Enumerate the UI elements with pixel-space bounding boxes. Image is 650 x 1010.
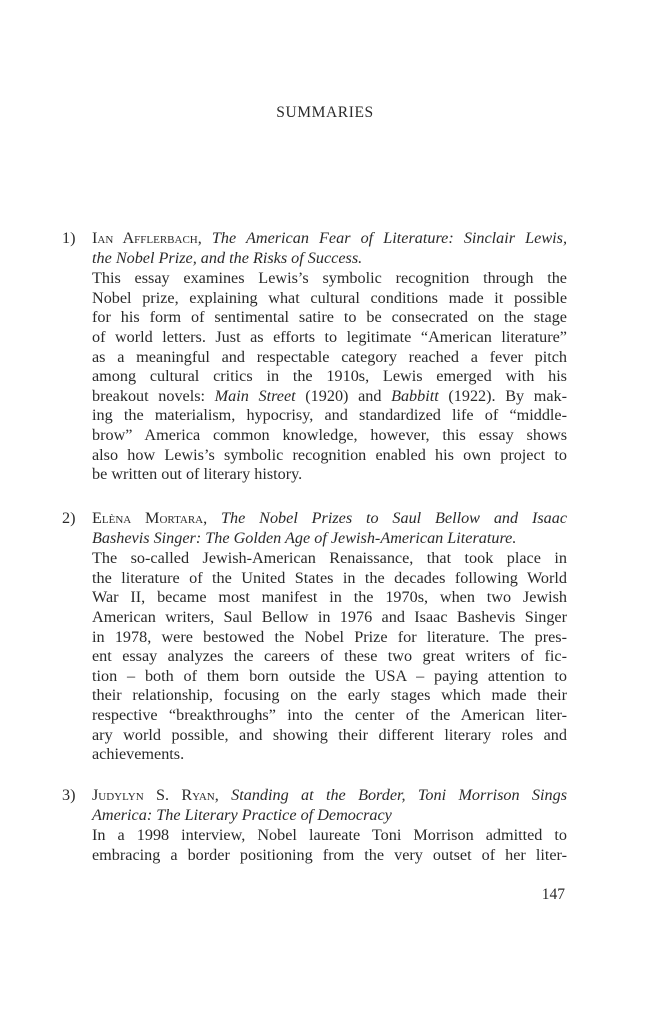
entry-number: 3) [62,786,76,804]
essay-title-line: America: The Literary Practice of Democracy [92,805,392,824]
page-number: 147 [541,886,565,903]
body-line: of world letters. Just as efforts to legitimate “American literature” [92,327,567,346]
entry-number: 1) [62,229,76,247]
essay-title-line: The American Fear of Literature: Sinclair Lewis, [211,229,567,247]
body-line: In a 1998 interview, Nobel laureate Toni Morrison admitted to [92,826,567,845]
entry-citation [92,229,567,268]
body-line: brow” America common knowledge, however, this essay shows [92,425,567,444]
body-line: among cultural critics in the 1910s, Lewis emerged with his [92,367,567,386]
essay-title-line: Standing at the Border, Toni Morrison Sings [231,786,568,804]
citation-line-1 [92,786,567,806]
citation-line-1 [92,509,567,529]
body-line: as a meaningful and respectable category reached a fever pitch [92,347,567,366]
book-title: Babbitt [391,386,439,405]
author-name: Judylyn S. Ryan, [92,786,219,804]
summary-entry-1 [62,229,568,485]
body-line: breakout novels: Main Street (1920) and Babbitt (1922). By mak- [92,386,568,405]
body-line: for his form of sentimental satire to be consecrated on the stage [92,308,567,327]
body-line: American writers, Saul Bellow in 1976 and Isaac Bashevis Singer [92,607,567,626]
page-heading: SUMMARIES [276,104,374,121]
summary-entry-3 [62,786,568,865]
body-line: the literature of the United States in the decades following World [92,568,567,587]
summary-entry-2 [62,509,568,765]
entry-body [92,549,567,765]
body-line: achievements. [92,745,185,764]
body-line: respective “breakthroughs” into the center of the American liter- [92,705,567,724]
entry-citation [92,786,567,825]
author-name: Elèna Mortara, [92,509,208,527]
body-line: ary world possible, and showing their different literary roles and [92,725,567,744]
body-line: The so-called Jewish-American Renaissance, that took place in [92,549,567,568]
body-line: be written out of literary history. [92,465,303,484]
body-line: tion – both of them born outside the USA – paying attention to [92,666,567,685]
entry-body [92,826,567,865]
essay-title-line: The Nobel Prizes to Saul Bellow and Isaac [221,509,568,527]
book-title: Main Street [214,386,296,405]
body-line: Nobel prize, explaining what cultural conditions made it possible [92,288,567,307]
author-name: Ian Afflerbach, [92,229,202,247]
body-line: embracing a border positioning from the very outset of her liter- [92,845,567,864]
body-line: in 1978, were bestowed the Nobel Prize for literature. The pres- [92,627,567,646]
body-line: also how Lewis’s symbolic recognition enabled his own project to [92,445,567,464]
essay-title-line: the Nobel Prize, and the Risks of Success. [92,248,363,267]
body-line: War II, became most manifest in the 1970s, when two Jewish [92,588,567,607]
body-line: This essay examines Lewis’s symbolic recognition through the [92,269,567,288]
entry-number: 2) [62,509,76,527]
entry-body [92,269,567,485]
essay-title-line: Bashevis Singer: The Golden Age of Jewish-American Literature. [92,528,517,547]
body-line: ent essay analyzes the careers of these two great writers of fic- [92,647,567,666]
body-line: ing the materialism, hypocrisy, and standardized life of “middle- [92,406,567,425]
entry-citation [92,509,567,548]
citation-line-1 [92,229,567,249]
body-line: their relationship, focusing on the early stages which made their [92,686,567,705]
